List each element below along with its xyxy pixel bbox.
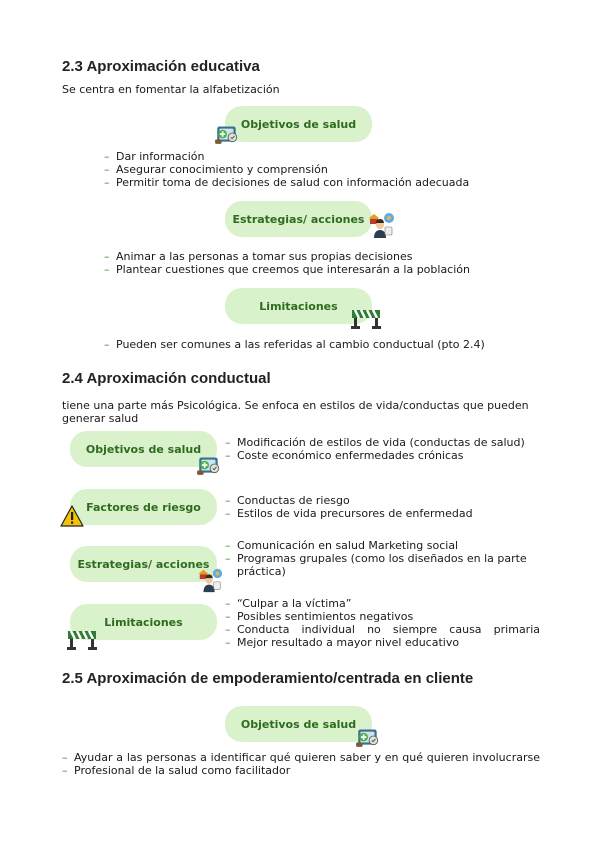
list-objetivos-2-3: [104, 150, 469, 189]
list-item: – Estilos de vida precursores de enfermedad: [225, 507, 473, 520]
pill-limitaciones-2-3: Limitaciones: [225, 288, 372, 324]
health-goals-icon: [355, 724, 381, 748]
list-item: – Modificación de estilos de vida (conductas de salud): [225, 436, 525, 449]
warning-icon: [60, 505, 84, 527]
section-2-4-heading: 2.4 Aproximación conductual: [62, 370, 271, 387]
list-item: – Permitir toma de decisiones de salud con información adecuada: [104, 176, 469, 189]
section-2-3-intro: Se centra en fomentar la alfabetización: [62, 83, 280, 96]
pill-factores-2-4: Factores de riesgo: [70, 489, 217, 525]
list-objetivos-2-4: [225, 436, 525, 462]
barrier-icon: [66, 628, 98, 650]
barrier-icon: [350, 307, 382, 329]
list-item: – Plantear cuestiones que creemos que interesarán a la población: [104, 263, 470, 276]
list-item: – Conductas de riesgo: [225, 494, 473, 507]
list-factores-2-4: [225, 494, 473, 520]
health-goals-icon: [196, 452, 222, 476]
pill-objetivos-2-3: Objetivos de salud: [225, 106, 372, 142]
list-item: – Comunicación en salud Marketing social: [225, 539, 540, 552]
list-objetivos-2-5: [62, 751, 540, 777]
list-item: – Mejor resultado a mayor nivel educativo: [225, 636, 540, 649]
pill-estrategias-2-4: Estrategias/ acciones: [70, 546, 217, 582]
list-item: – Coste económico enfermedades crónicas: [225, 449, 525, 462]
list-estrategias-2-4: [225, 539, 540, 578]
list-estrategias-2-3: [104, 250, 470, 276]
pill-limitaciones-2-4: Limitaciones: [70, 604, 217, 640]
pill-objetivos-2-4: Objetivos de salud: [70, 431, 217, 467]
list-item: – Ayudar a las personas a identificar qué quieren saber y en qué quieren involucrarse: [62, 751, 540, 764]
pill-objetivos-2-5: Objetivos de salud: [225, 706, 372, 742]
section-2-4-intro: tiene una parte más Psicológica. Se enfoca en estilos de vida/conductas que pueden generar salud: [62, 399, 529, 425]
list-item: – Animar a las personas a tomar sus propias decisiones: [104, 250, 470, 263]
pill-estrategias-2-3: Estrategias/ acciones: [225, 201, 372, 237]
list-item: – Posibles sentimientos negativos: [225, 610, 540, 623]
list-limitaciones-2-3: [104, 338, 485, 351]
section-2-5-heading: 2.5 Aproximación de empoderamiento/centrada en cliente: [62, 670, 474, 687]
list-item: – “Culpar a la víctima”: [225, 597, 540, 610]
people-strategy-icon: [195, 566, 225, 594]
list-item: – Asegurar conocimiento y comprensión: [104, 163, 469, 176]
list-item: – Pueden ser comunes a las referidas al cambio conductual (pto 2.4): [104, 338, 485, 351]
list-item: – Dar información: [104, 150, 469, 163]
people-strategy-icon: [365, 210, 397, 240]
section-2-3-heading: 2.3 Aproximación educativa: [62, 58, 260, 75]
list-item: – Conducta individual no siempre causa primaria: [225, 623, 540, 636]
health-goals-icon: [214, 121, 240, 145]
list-item: – Programas grupales (como los diseñados en la parte práctica): [225, 552, 540, 578]
list-limitaciones-2-4: [225, 597, 540, 649]
list-item: – Profesional de la salud como facilitador: [62, 764, 540, 777]
